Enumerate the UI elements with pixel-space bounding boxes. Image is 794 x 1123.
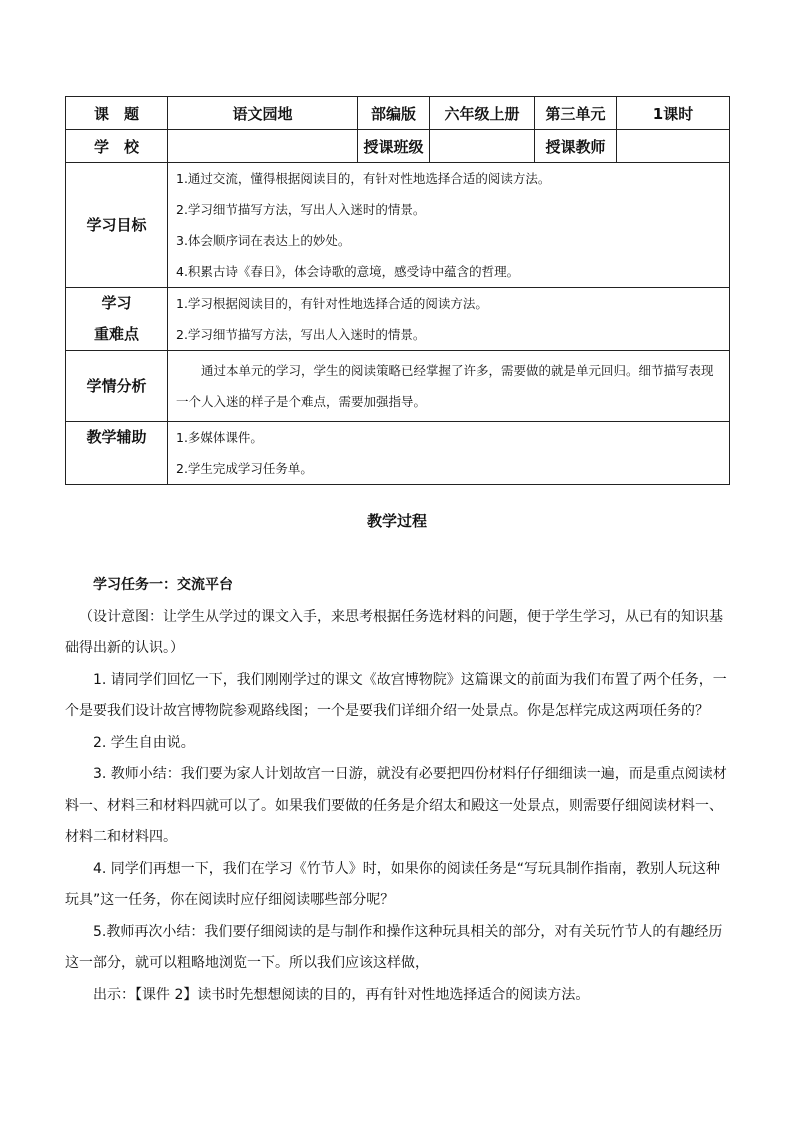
process-step: 4. 同学们再想一下，我们在学习《竹节人》时，如果你的阅读任务是“写玩具制作指南，教别人玩这种玩具”这一任务，你在阅读时应仔细阅读哪些部分呢？ (65, 860, 721, 908)
objective-item: 3.体会顺序词在表达上的妙处。 (176, 233, 351, 248)
lesson-plan-table (65, 96, 730, 485)
unit: 第三单元 (535, 97, 617, 130)
table-row (66, 163, 730, 288)
aids-cell (168, 422, 730, 485)
difficulties-cell (168, 288, 730, 351)
task-heading: 学习任务一：交流平台 (93, 577, 233, 593)
table-row (66, 351, 730, 422)
difficulties-label-line1: 学习 (101, 294, 132, 312)
process-step: 2. 学生自由说。 (93, 734, 195, 751)
teacher-value (617, 130, 730, 163)
class-label: 授课班级 (358, 130, 430, 163)
process-step: 1. 请同学们回忆一下，我们刚刚学过的课文《故宫博物院》这篇课文的前面为我们布置了两个任务，一个是要我们设计故宫博物院参观路线图；一个是要我们详细介绍一处景点。你是怎样完成这两项任务的？ (65, 671, 727, 719)
table-row (66, 422, 730, 485)
lesson-label: 课 题 (66, 97, 168, 130)
aid-item: 2.学生完成学习任务单。 (176, 461, 313, 476)
grade: 六年级上册 (430, 97, 535, 130)
analysis-text: 通过本单元的学习，学生的阅读策略已经掌握了许多，需要做的就是单元回归。细节描写表现一个人入迷的样子是个难点，需要加强指导。 (176, 363, 714, 409)
analysis-label: 学情分析 (66, 351, 168, 422)
difficulty-item: 1.学习根据阅读目的，有针对性地选择合适的阅读方法。 (176, 296, 488, 311)
aids-label: 教学辅助 (66, 422, 168, 485)
difficulties-label-line2: 重难点 (93, 325, 139, 343)
process-step: 3. 教师小结：我们要为家人计划故宫一日游，就没有必要把四份材料仔仔细细读一遍，而是重点阅读材料一、材料三和材料四就可以了。如果我们要做的任务是介绍太和殿这一处景点，则需要仔细阅读材料一、材料二和材料四。 (65, 766, 727, 845)
design-intent: （设计意图：让学生从学过的课文入手，来思考根据任务选材料的问题，便于学生学习，从已有的知识基础得出新的认识。） (65, 608, 723, 656)
difficulty-item: 2.学习细节描写方法，写出人入迷时的情景。 (176, 327, 426, 342)
process-step: 5.教师再次小结：我们要仔细阅读的是与制作和操作这种玩具相关的部分，对有关玩竹节人的有趣经历这一部分，就可以粗略地浏览一下。所以我们应该这样做， (65, 923, 723, 971)
objectives-label: 学习目标 (66, 163, 168, 288)
process-step: 出示：【课件 2】读书时先想想阅读的目的，再有针对性地选择适合的阅读方法。 (93, 986, 590, 1003)
teacher-label: 授课教师 (535, 130, 617, 163)
class-hours: 1课时 (617, 97, 730, 130)
school-value (168, 130, 358, 163)
process-title: 教学过程 (366, 512, 427, 530)
objective-item: 2.学习细节描写方法，写出人入迷时的情景。 (176, 202, 426, 217)
difficulties-label (66, 288, 168, 351)
analysis-cell (168, 351, 730, 422)
objective-item: 1.通过交流，懂得根据阅读目的，有针对性地选择合适的阅读方法。 (176, 171, 551, 186)
lesson-name: 语文园地 (168, 97, 358, 130)
objective-item: 4.积累古诗《春日》，体会诗歌的意境，感受诗中蕴含的哲理。 (176, 264, 520, 279)
table-row (66, 130, 730, 163)
class-value (430, 130, 535, 163)
school-label: 学 校 (66, 130, 168, 163)
aid-item: 1.多媒体课件。 (176, 430, 263, 445)
table-row (66, 288, 730, 351)
edition: 部编版 (358, 97, 430, 130)
objectives-cell (168, 163, 730, 288)
table-row (66, 97, 730, 130)
process-body (65, 570, 729, 1011)
